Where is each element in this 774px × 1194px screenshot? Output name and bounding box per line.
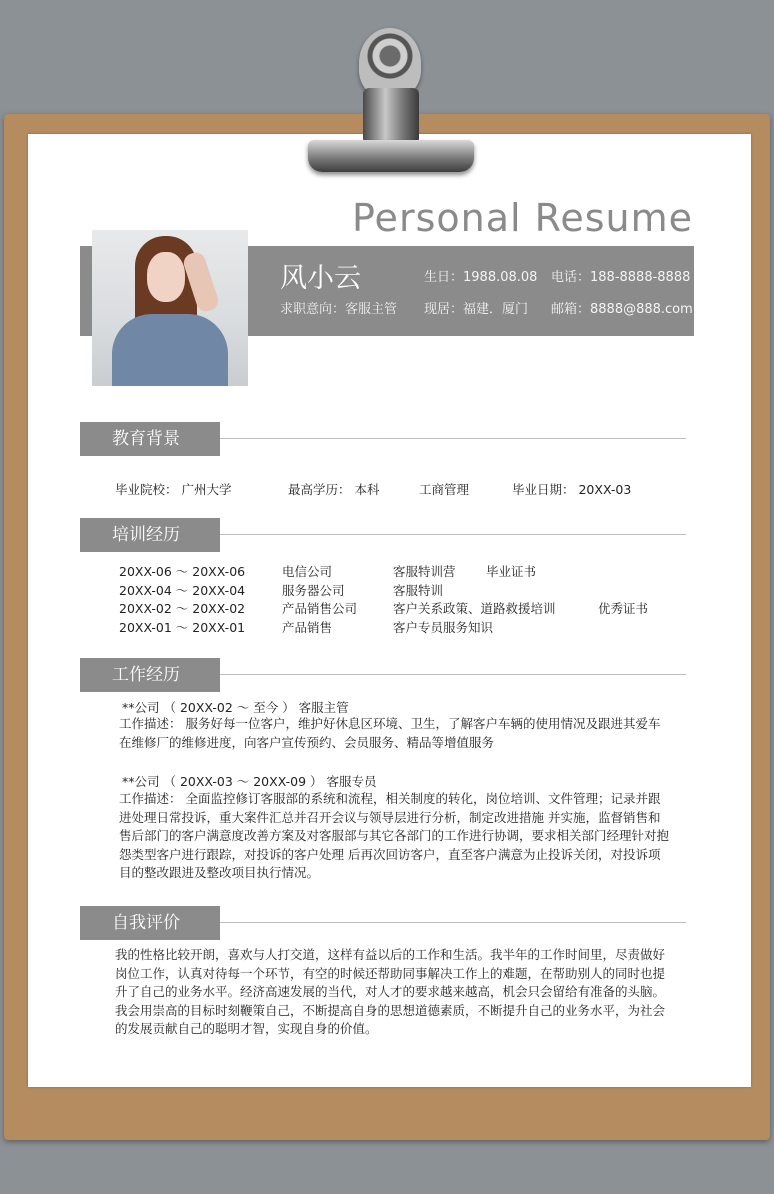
section-divider [220,438,686,439]
job-description: 工作描述： 全面监控修订客服部的系统和流程，相关制度的转化，岗位培训、文件管理；记录并跟进处理日常投诉，重大案件汇总并召开会议与领导层进行分析，制定改进措施 并实施，监督销售和售后部门的客户满意度改善方案及对客服部与其它各部门的工作进行协调，要求相关部门经理针对抱怨类型客户进行跟踪，对投诉的客户处理 后再次回访客户，直至客户满意为止投诉关闭，对投诉项目的整改跟进及整改项目执行情况。 [119,791,670,881]
training-cert: 毕业证书 [486,564,537,579]
clip-neck-icon [363,88,419,144]
training-org: 电信公司 [282,564,333,579]
training-course: 客户关系政策、道路救援培训 [393,601,556,616]
edu-school: 毕业院校： 广州大学 [115,482,232,497]
job-title: **公司 （ 20XX-02 ～ 至今 ） 客服主管 [122,700,349,715]
training-course: 客服特训营 [393,564,456,579]
job-title: **公司 （ 20XX-03 ～ 20XX-09 ） 客服专员 [122,774,377,789]
training-course: 客户专员服务知识 [393,620,494,635]
section-heading-training: 培训经历 [80,518,220,552]
section-heading-self-evaluation: 自我评价 [80,906,220,940]
training-period: 20XX-06 ～ 20XX-06 [119,564,246,579]
clip-base-icon [308,140,474,172]
training-course: 客服特训 [393,583,444,598]
profile-name: 风小云 [280,263,361,294]
email: 邮箱：8888@888.com [551,302,693,317]
profile-photo [92,230,248,386]
photo-face [147,252,185,302]
training-period: 20XX-02 ～ 20XX-02 [119,601,246,616]
birth-date: 生日：1988.08.08 [424,270,538,285]
training-org: 产品销售公司 [282,601,358,616]
section-heading-education: 教育背景 [80,422,220,456]
residence: 现居：福建．厦门 [424,302,529,317]
resume-title: Personal Resume [352,196,693,240]
phone-number: 电话：188-8888-8888 [551,270,691,285]
section-divider [220,922,686,923]
section-divider [220,534,686,535]
training-period: 20XX-01 ～ 20XX-01 [119,620,246,635]
training-cert: 优秀证书 [598,601,649,616]
edu-major: 工商管理 [419,482,470,497]
training-org: 服务器公司 [282,583,345,598]
job-description: 工作描述： 服务好每一位客户，维护好休息区环境、卫生，了解客户车辆的使用情况及跟进其爱车在维修厂的维修进度，向客户宣传预约、会员服务、精品等增值服务 [119,716,661,750]
photo-shirt [112,314,228,386]
training-period: 20XX-04 ～ 20XX-04 [119,583,246,598]
self-evaluation-text: 我的性格比较开朗，喜欢与人打交道，这样有益以后的工作和生活。我半年的工作时间里，尽责做好岗位工作，认真对待每一个环节，有空的时候还帮助同事解决工作上的难题，在帮助别人的同时也提升了自己的业务水平。经济高速发展的当代，对人才的要求越来越高，机会只会留给有准备的头脑。我会用崇高的目标时刻鞭策自己，不断提高自身的思想道德素质，不断提升自己的业务水平，为社会的发展贡献自己的聪明才智，实现自身的价值。 [115,947,666,1037]
edu-degree: 最高学历： 本科 [288,482,380,497]
job-intent: 求职意向：客服主管 [280,302,398,317]
section-heading-work: 工作经历 [80,658,220,692]
section-divider [220,674,686,675]
edu-grad-date: 毕业日期： 20XX-03 [512,482,632,497]
training-org: 产品销售 [282,620,333,635]
